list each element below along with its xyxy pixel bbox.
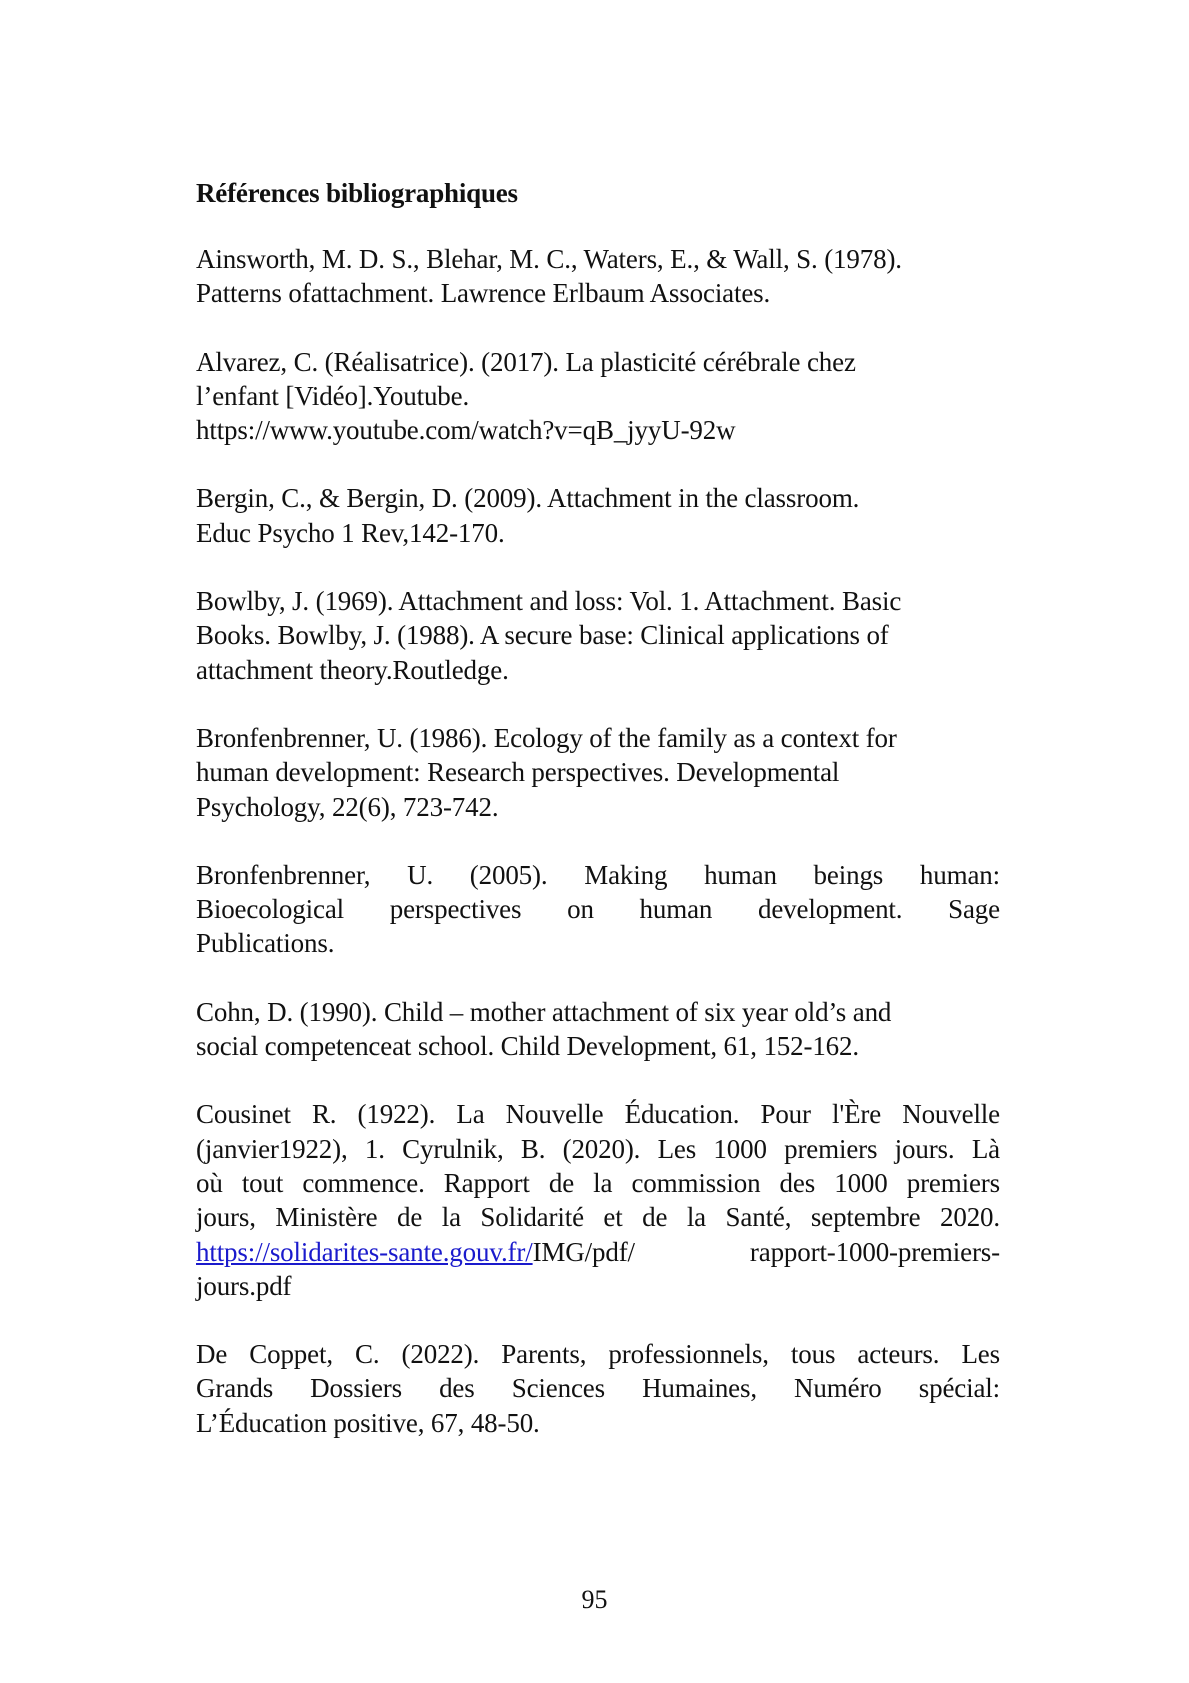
reference-line: social competenceat school. Child Development, 61, 152-162. [196,1031,859,1062]
reference-line: Bergin, C., & Bergin, D. (2009). Attachment in the classroom. [196,483,860,514]
reference-line: Psychology, 22(6), 723-742. [196,791,499,822]
reference-alvarez-2017 [196,345,1000,448]
reference-line: jours.pdf [196,1270,292,1301]
reference-line: Bowlby, J. (1969). Attachment and loss: Vol. 1. Attachment. Basic [196,586,902,617]
reference-line: Books. Bowlby, J. (1988). A secure base: Clinical applications of [196,620,889,651]
reference-bergin-2009 [196,481,1000,550]
reference-ainsworth-1978 [196,242,1000,311]
solidarites-sante-link[interactable]: https://solidarites-sante.gouv.fr/ [196,1236,533,1267]
reference-line: human development: Research perspectives. Developmental [196,757,840,788]
reference-line: (janvier1922), 1. Cyrulnik, B. (2020). Les 1000 premiers jours. Là [196,1133,1000,1164]
reference-line: Publications. [196,928,335,959]
reference-line: L’Éducation positive, 67, 48-50. [196,1407,540,1438]
reference-cousinet-cyrulnik [196,1097,1000,1303]
reference-line: Cousinet R. (1922). La Nouvelle Éducation. Pour l'Ère Nouvelle [196,1099,1000,1130]
reference-cohn-1990 [196,995,1000,1064]
reference-line: Alvarez, C. (Réalisatrice). (2017). La plasticité cérébrale chez [196,346,856,377]
reference-bowlby-1969-1988 [196,584,1000,687]
bibliography-page [196,176,1000,1474]
reference-line: Ainsworth, M. D. S., Blehar, M. C., Waters, E., & Wall, S. (1978). [196,244,902,274]
link-path-text: IMG/pdf/ [532,1236,635,1267]
reference-url-text: https://www.youtube.com/watch?v=qB_jyyU-92w [196,415,736,446]
reference-line: jours, Ministère de la Solidarité et de la Santé, septembre 2020. [196,1202,1000,1233]
reference-line: Grands Dossiers des Sciences Humaines, Numéro spécial: [196,1373,1000,1404]
reference-line: Bronfenbrenner, U. (2005). Making human beings human: [196,859,1000,890]
reference-line: Educ Psycho 1 Rev,142-170. [196,517,505,548]
reference-line: Patterns ofattachment. Lawrence Erlbaum Associates. [196,278,771,309]
reference-bronfenbrenner-1986 [196,721,1000,824]
section-title: Références bibliographiques [196,178,518,208]
reference-line: l’enfant [Vidéo].Youtube. [196,380,470,411]
reference-line: Bioecological perspectives on human development. Sage [196,894,1000,925]
page-number: 95 [581,1585,608,1614]
reference-line: Cohn, D. (1990). Child – mother attachment of six year old’s and [196,996,892,1027]
reference-bronfenbrenner-2005 [196,858,1000,961]
link-tail-text: rapport-1000-premiers- [749,1236,1000,1267]
reference-line: attachment theory.Routledge. [196,654,509,685]
reference-de-coppet-2022 [196,1337,1000,1440]
reference-line: De Coppet, C. (2022). Parents, professionnels, tous acteurs. Les [196,1339,1000,1370]
reference-line: Bronfenbrenner, U. (1986). Ecology of the family as a context for [196,722,897,753]
reference-link-line [196,1235,1000,1269]
reference-line: où tout commence. Rapport de la commission des 1000 premiers [196,1167,1000,1198]
